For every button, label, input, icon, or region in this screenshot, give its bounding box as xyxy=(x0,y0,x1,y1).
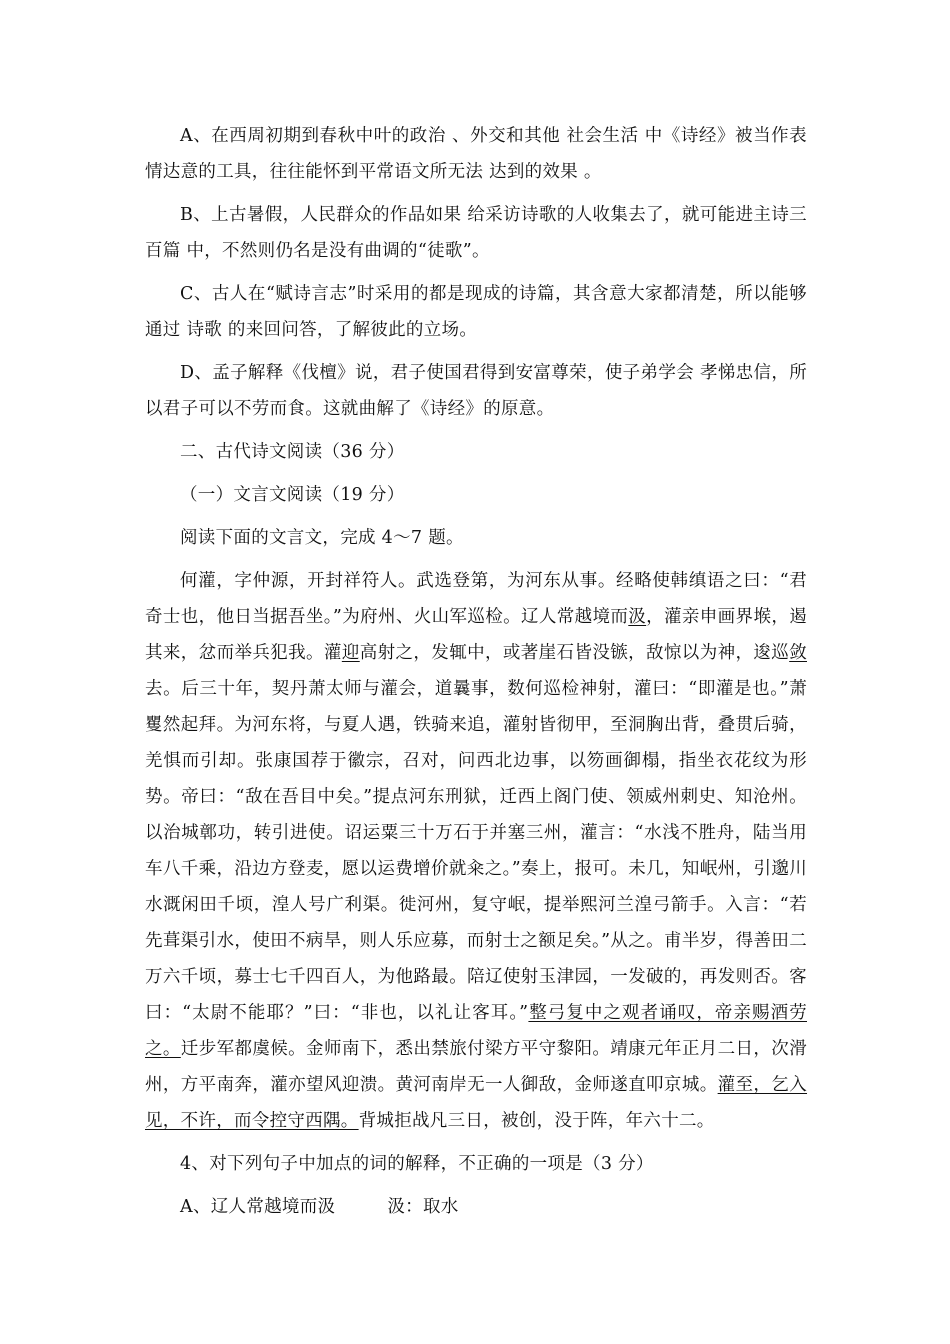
underlined-sentence: 灌至，乞入见，不许，而令控守西隅。 xyxy=(145,1075,808,1131)
underlined-word: 迎 xyxy=(341,643,360,663)
underlined-sentence: 整弓复中之观者诵叹，帝亲赐酒劳之。 xyxy=(145,1003,807,1059)
question-4-stem: 4、对下列句子中加点的词的解释，不正确的一项是（3 分） xyxy=(180,1154,654,1174)
passage-text: 何灌，字仲源，开封祥符人。武选登第，为河东从事。经略使韩缜语之曰：“君奇士也，他日当据吾坐。”为府州、火山军巡检。辽人常越境而 xyxy=(145,571,807,627)
underlined-word: 汲 xyxy=(628,607,647,627)
option-d: D、孟子解释《伐檀》说，君子使国君得到安富尊荣，使子弟学会 孝悌忠信，所以君子可以不劳而食。这就曲解了《诗经》的原意。 xyxy=(145,363,807,419)
passage-text: 去。后三十年，契丹萧太师与灌会，道曩事，数何巡检神射，灌曰：“即灌是也。”萧矍然起拜。为河东将，与夏人遇，铁骑来追，灌射皆彻甲，至洞胸出背，叠贯后骑，羌惧而引却。张康国荐于徽宗，召对，问西北边事，以笏画御榻，指坐衣花纹为形势。帝曰：“敌在吾目中矣。”提点河东刑狱，迁西上阁门使、领威州刺史、知沧州。以治城鄣功，转引进使。诏运粟三十万石于并塞三州，灌言：“水浅不胜舟，陆当用车八千乘，沿边方登麦，愿以运费增价就籴之。”奏上，报可。未几，知岷州，引邈川水溉闲田千顷，湟人号广利渠。徙河州，复守岷，提举熙河兰湟弓箭手。入言：“若先葺渠引水，使田不病旱，则人乐应募，而射士之额足矣。”从之。甫半岁，得善田二万六千顷，募士七千四百人，为他路最。陪辽使射玉津园，一发破的，再发则否。客曰：“太尉不能耶？”曰：“非也，以礼让客耳。” xyxy=(145,679,807,1023)
passage-text: 迁步军都虞候。金师南下，悉出禁旅付梁方平守黎阳。靖康元年正月二日，次滑州，方平南奔，灌亦望风迎溃。黄河南岸无一人御敌，金师遂直叩京城。 xyxy=(145,1039,807,1095)
passage-text: 高射之，发辄中，或著崖石皆没镞，敌惊以为神，逡巡 xyxy=(359,643,790,663)
passage-text: ，灌亲申画界堠，遏其来，忿而举兵犯我。灌 xyxy=(145,607,807,663)
option-c: C、古人在“赋诗言志”时采用的都是现成的诗篇，其含意大家都清楚，所以能够通过 诗歌 的来回问答，了解彼此的立场。 xyxy=(145,284,807,340)
classical-chinese-passage xyxy=(145,563,807,1139)
subsection-heading: （一）文言文阅读（19 分） xyxy=(180,485,405,505)
underlined-word: 敛 xyxy=(789,643,807,663)
passage-text: 背城拒战凡三日，被创，没于阵，年六十二。 xyxy=(358,1111,715,1131)
option-a-sentence: A、辽人常越境而汲 xyxy=(180,1197,336,1217)
question-4-option-a xyxy=(145,1189,807,1225)
section-heading: 二、古代诗文阅读（36 分） xyxy=(180,442,405,462)
reading-instruction: 阅读下面的文言文，完成 4～7 题。 xyxy=(180,528,464,548)
option-a: A、在西周初期到春秋中叶的政治 、外交和其他 社会生活 中《诗经》被当作表情达意的工具，往往能怀到平常语文所无法 达到的效果 。 xyxy=(145,126,807,182)
option-a-gloss: 汲：取水 xyxy=(387,1197,459,1217)
option-b: B、上古暑假，人民群众的作品如果 给采访诗歌的人收集去了，就可能进主诗三百篇 中，不然则仍名是没有曲调的“徒歌”。 xyxy=(145,205,807,261)
exam-page xyxy=(145,118,807,1232)
